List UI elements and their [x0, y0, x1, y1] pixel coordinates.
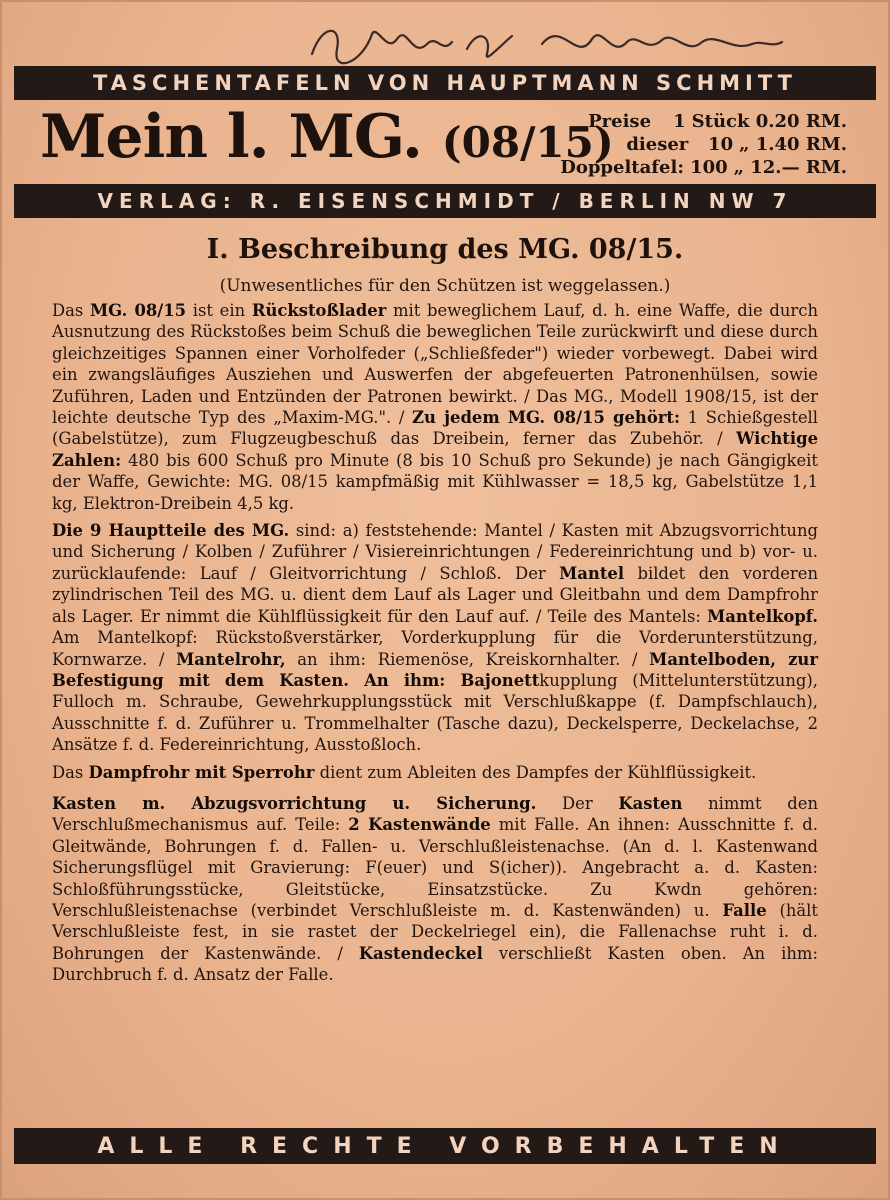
publisher-banner: VERLAG: R. EISENSCHMIDT / BERLIN NW 7 [14, 184, 876, 218]
price-row [547, 110, 847, 133]
bold-term: Kasten [618, 793, 683, 813]
price-value: „ 12.— RM. [733, 157, 847, 178]
price-qty: 10 [708, 134, 734, 155]
handwritten-signature [302, 14, 802, 74]
price-row [547, 133, 847, 156]
bold-term: Kastendeckel [358, 943, 483, 963]
booklet-title [40, 102, 614, 172]
paragraph: Das Dampfrohr mit Sperrohr dient zum Ableiten des Dampfes der Kühlflüssigkeit. [52, 762, 757, 782]
price-row [547, 156, 847, 179]
price-value: „ 1.40 RM. [739, 134, 847, 155]
model-number: (08/15) [441, 118, 614, 167]
price-label: Preise [588, 111, 652, 132]
bold-term: Dampfrohr mit Sperrohr [88, 762, 315, 782]
bold-term: 2 Kastenwände [348, 815, 491, 835]
bold-term: Kasten m. Abzugsvorrichtung u. Sicherung. [52, 793, 537, 813]
price-label: Doppeltafel: [560, 157, 684, 178]
price-label: dieser [626, 134, 689, 155]
paragraph: Die 9 Hauptteile des MG. sind: a) feststehende: Mantel / Kasten mit Abzugsvorrichtung und Sicherung / Kolben / Zuführer / Visiereinrichtungen / Federeinrichtung und b) vor- u. zurücklaufende: Lauf / Gleitvorrichtung / Schloß. Der Mantel bildet den vorderen zylindrischen Teil des MG. u. dient dem Lauf als Lager und Gleitbahn und dem Dampfrohr als Lager. Er nimmt die Kühlflüssigkeit für den Lauf auf. / Teile des Mantels: Mantelkopf. Am Mantelkopf: Rückstoßverstärker, Vorderkupplung für die Vorderunterstützung, Kornwarze. / Mantelrohr, an ihm: Riemenöse, Kreiskornhalter. / Mantelboden, zur Befestigung mit dem Kasten. An ihm: Bajonettkupplung (Mittelunterstützung), Fulloch m. Schraube, Gewehrkupplungsstück mit Verschlußkappe (f. Dampfschlauch), Ausschnitte f. d. Zuführer u. Trommelhalter (Tasche dazu), Deckelsperre, Deckelachse, 2 Ansätze f. d. Federeinrichtung, Ausstoßloch. [52, 521, 818, 755]
price-value: Stück 0.20 RM. [691, 111, 847, 132]
paragraph: Kasten m. Abzugsvorrichtung u. Sicherung. Der Kasten nimmt den Verschlußmechanismus auf. Teile: 2 Kastenwände mit Falle. An ihnen: Ausschnitte f. d. Gleitwände, Bohrungen f. d. Fallen- u. Verschlußleistenachse. (An d. l. Kastenwand Sicherungsflügel mit Gravierung: F(euer) und S(icher)). Angebracht a. d. Kasten: Schloßführungsstücke, Gleitstücke, Einsatzstücke. Zu Kwdn gehören: Verschlußleistenachse (verbindet Verschlußleiste m. d. Kastenwänden) u. Falle (hält Verschlußleiste fest, in sie rastet der Deckelriegel ein), die Fallenachse ruht i. d. Bohrungen der Kastenwände. / Kastendeckel verschließt Kasten oben. An ihm: Durchbruch f. d. Ansatz der Falle. [52, 793, 819, 985]
series-banner: TASCHENTAFELN VON HAUPTMANN SCHMITT [14, 66, 876, 100]
bold-term: Mantelboden, zur Befestigung mit dem Kasten. An ihm: Bajonett [52, 649, 818, 690]
title-text: Mein l. MG. [40, 102, 422, 172]
section-subheading: (Unwesentliches für den Schützen ist weggelassen.) [219, 276, 671, 296]
section-heading: I. Beschreibung des MG. 08/15. [206, 234, 684, 265]
bold-term: Mantelrohr, [176, 649, 286, 669]
bold-term: Mantel [559, 563, 625, 583]
price-qty: 100 [690, 157, 728, 178]
bold-term: Wichtige Zahlen: [52, 429, 818, 470]
bold-term: Rückstoßlader [251, 301, 387, 320]
bold-term: Mantelkopf. [707, 606, 818, 626]
price-list [547, 110, 847, 179]
bold-term: Zu jedem MG. 08/15 gehört: [412, 408, 681, 428]
bold-term: MG. 08/15 [90, 301, 187, 320]
bold-term: Falle [722, 900, 767, 920]
paragraph: Das MG. 08/15 ist ein Rückstoßlader mit beweglichem Lauf, d. h. eine Waffe, die durch Ausnutzung des Rückstoßes beim Schuß die beweglichen Teile zurückwirft und diese durch gleichzeitiges Spannen einer Vorholfeder („Schließfeder") wieder vorbewegt. Dabei wird ein zwangsläufiges Ausziehen und Auswerfen der abgefeuerten Patronenhülsen, sowie Zuführen, Laden und Entzünden der Patronen bewirkt. / Das MG., Modell 1908/15, ist der leichte deutsche Typ des „Maxim-MG.". / Zu jedem MG. 08/15 gehört: 1 Schießgestell (Gabelstütze), zum Flugzeugbeschuß das Dreibein, ferner das Zubehör. / Wichtige Zahlen: 480 bis 600 Schuß pro Minute (8 bis 10 Schuß pro Sekunde) je nach Gängigkeit der Waffe, Gewichte: MG. 08/15 kampfmäßig mit Kühlwasser = 18,5 kg, Gabelstütze 1,1 kg, Elektron-Dreibein 4,5 kg. [52, 301, 819, 513]
rights-banner: ALLE RECHTE VORBEHALTEN [14, 1128, 876, 1164]
body-text [52, 300, 818, 992]
bold-term: Die 9 Hauptteile des MG. [52, 521, 290, 541]
price-qty: 1 [673, 111, 686, 132]
